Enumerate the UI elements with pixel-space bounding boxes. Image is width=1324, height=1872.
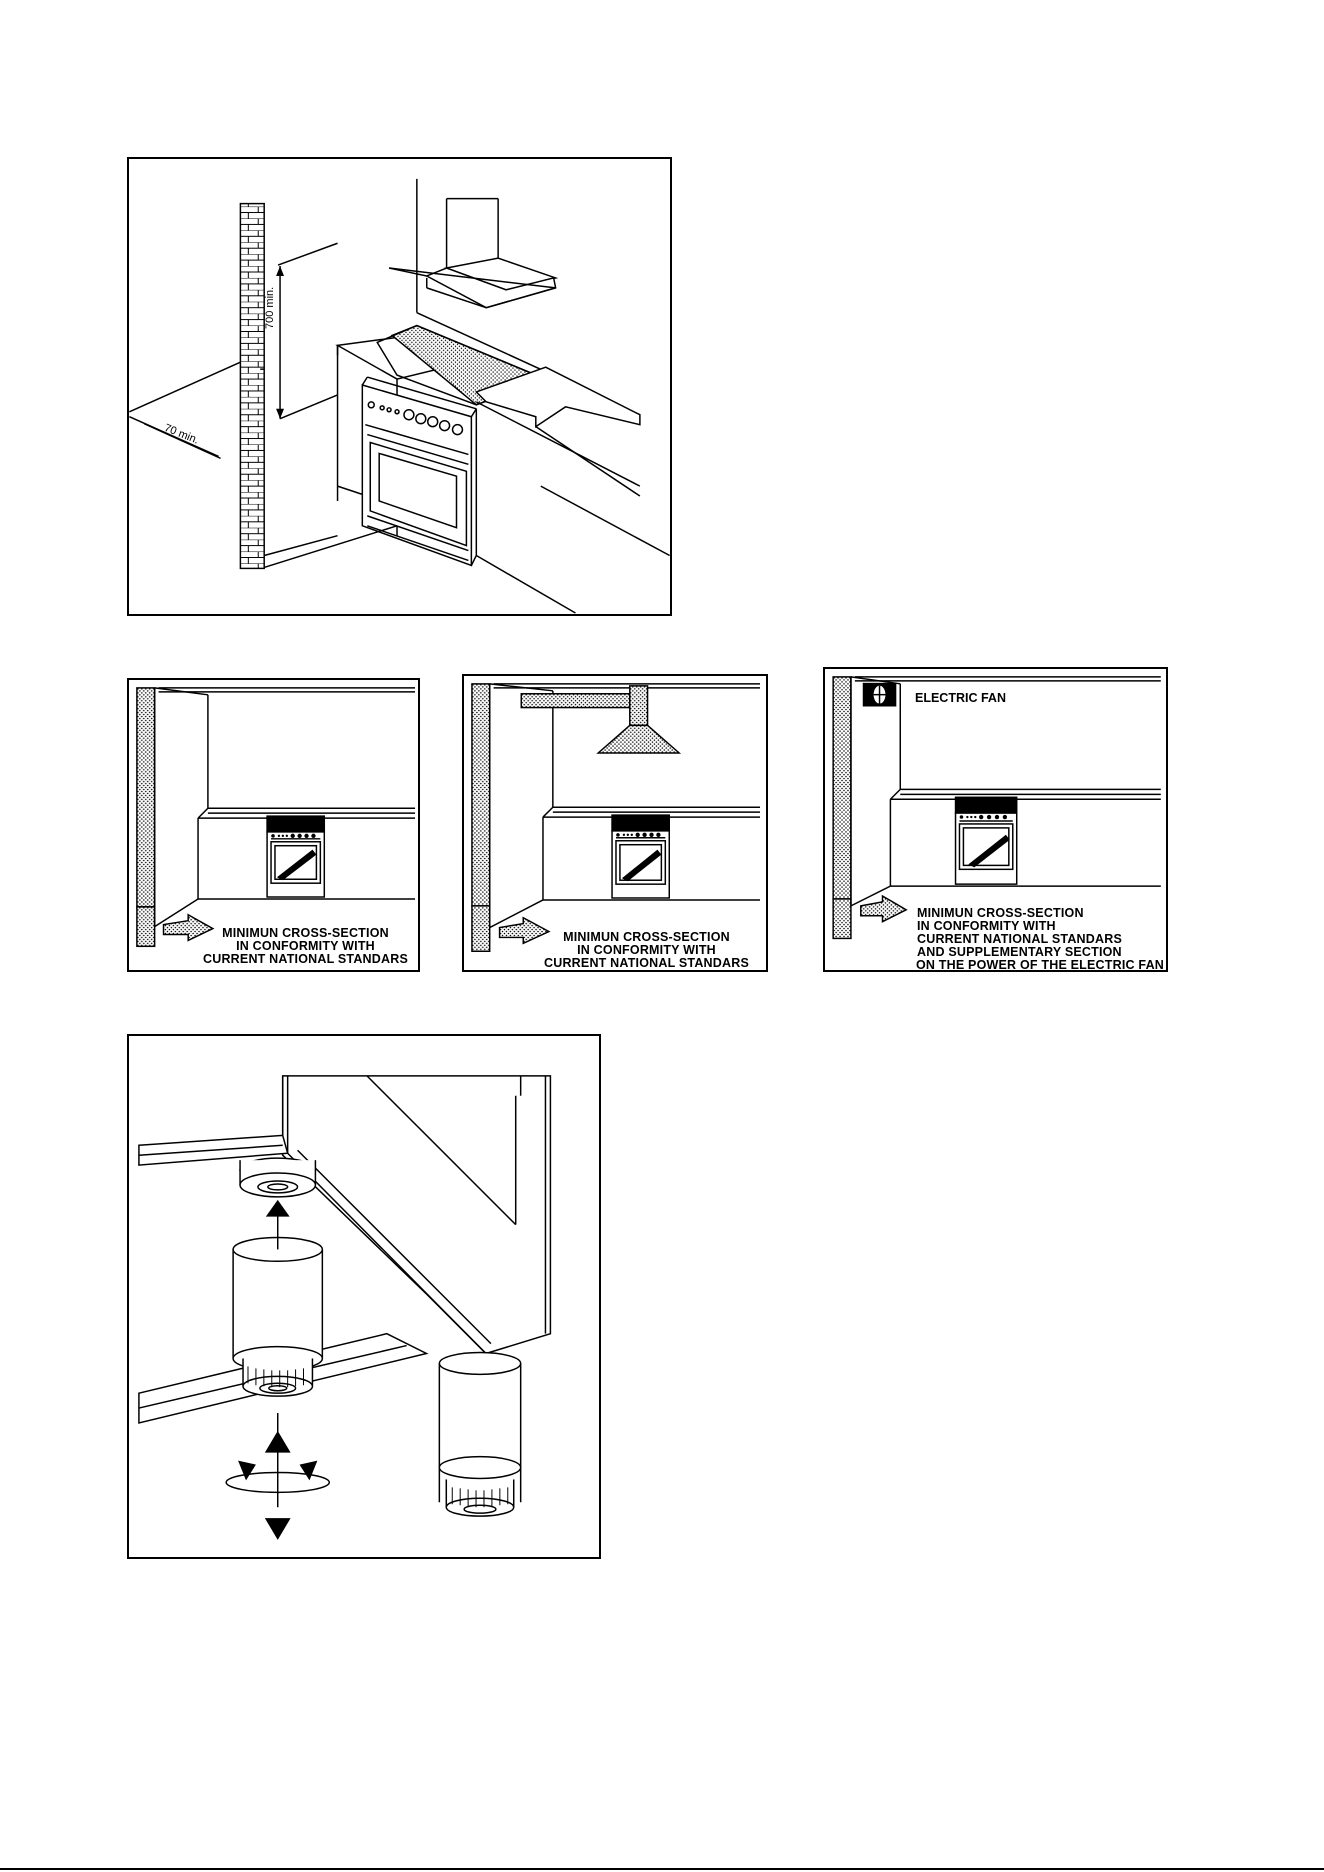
electric-fan-icon [863,683,897,707]
page-bottom-rule [0,1868,1324,1870]
adjustable-feet-drawing [129,1036,599,1557]
ventilation-room-drawing-2 [464,676,766,970]
electric-fan-label: ELECTRIC FAN [915,691,1006,705]
ventilation-figure-1 [127,678,420,972]
ventilation-figure-3 [823,667,1168,972]
ventilation-caption-1: MINIMUN CROSS-SECTION IN CONFORMITY WITH CURRENT NATIONAL STANDARS [203,926,408,966]
ventilation-caption-2: MINIMUN CROSS-SECTION IN CONFORMITY WITH CURRENT NATIONAL STANDARS [544,930,749,970]
adjustable-feet-figure [127,1034,601,1559]
kitchen-installation-figure [127,157,672,616]
kitchen-installation-drawing [129,159,670,614]
ventilation-caption-3: MINIMUN CROSS-SECTION IN CONFORMITY WITH CURRENT NATIONAL STANDARS AND SUPPLEMENTARY SECTION [917,906,1122,959]
ventilation-figure-2 [462,674,768,972]
hood-clearance-label: 700 min. [264,286,276,329]
wall-clearance-label: 70 min. [162,422,201,447]
ventilation-caption-3-last: ON THE POWER OF THE ELECTRIC FAN [915,958,1165,972]
